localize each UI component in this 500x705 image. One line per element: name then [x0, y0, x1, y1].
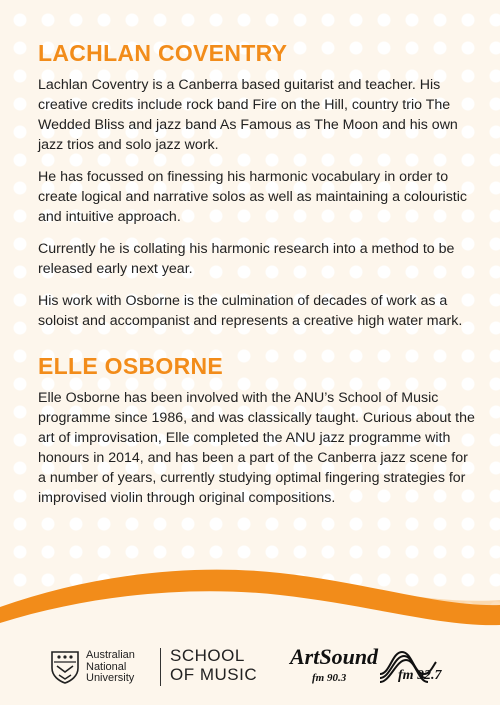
artsound-name: ArtSound — [290, 644, 379, 669]
school-line: OF MUSIC — [170, 665, 258, 684]
anu-line: University — [86, 672, 135, 684]
logo-divider — [160, 648, 161, 686]
artsound-frequency-2: fm 92.7 — [398, 668, 442, 683]
section-heading-lachlan: LACHLAN COVENTRY — [38, 40, 288, 66]
school-of-music-logo — [170, 646, 257, 684]
bio-paragraph: His work with Osborne is the culmination of decades of work as a soloist and accompanist and represents a creative high water mark. — [38, 293, 463, 329]
artsound-frequency-1: fm 90.3 — [312, 672, 347, 684]
artsound-logo — [290, 644, 465, 694]
bio-paragraph: Elle Osborne has been involved with the ANU’s School of Music programme since 1986, and was classically taught. Curious about the art of improvisation, Elle completed the ANU jazz programme with honours in 2014, and has been a part of the Canberra jazz scene for a number of years, currently studying optimal fingering strategies for improvised violin through original compositions. — [38, 390, 475, 506]
anu-line: Australian — [86, 649, 135, 661]
main-content — [38, 40, 478, 520]
school-line: SCHOOL — [170, 646, 245, 665]
anu-crest-icon — [50, 650, 80, 684]
anu-line: National — [86, 660, 127, 673]
bio-paragraph: Currently he is collating his harmonic research into a method to be released early next year. — [38, 241, 455, 277]
section-heading-elle: ELLE OSBORNE — [38, 353, 224, 379]
bio-paragraph: Lachlan Coventry is a Canberra based guitarist and teacher. His creative credits include rock band Fire on the Hill, country trio The Wedded Bliss and jazz band As Famous as The Moon and his own jazz trios and solo jazz work. — [38, 77, 458, 153]
footer-logos — [0, 630, 500, 705]
bio-paragraph: He has focussed on finessing his harmonic vocabulary in order to create logical and narrative solos as well as maintaining a colouristic and intuitive approach. — [38, 169, 467, 225]
anu-logo — [50, 650, 135, 685]
